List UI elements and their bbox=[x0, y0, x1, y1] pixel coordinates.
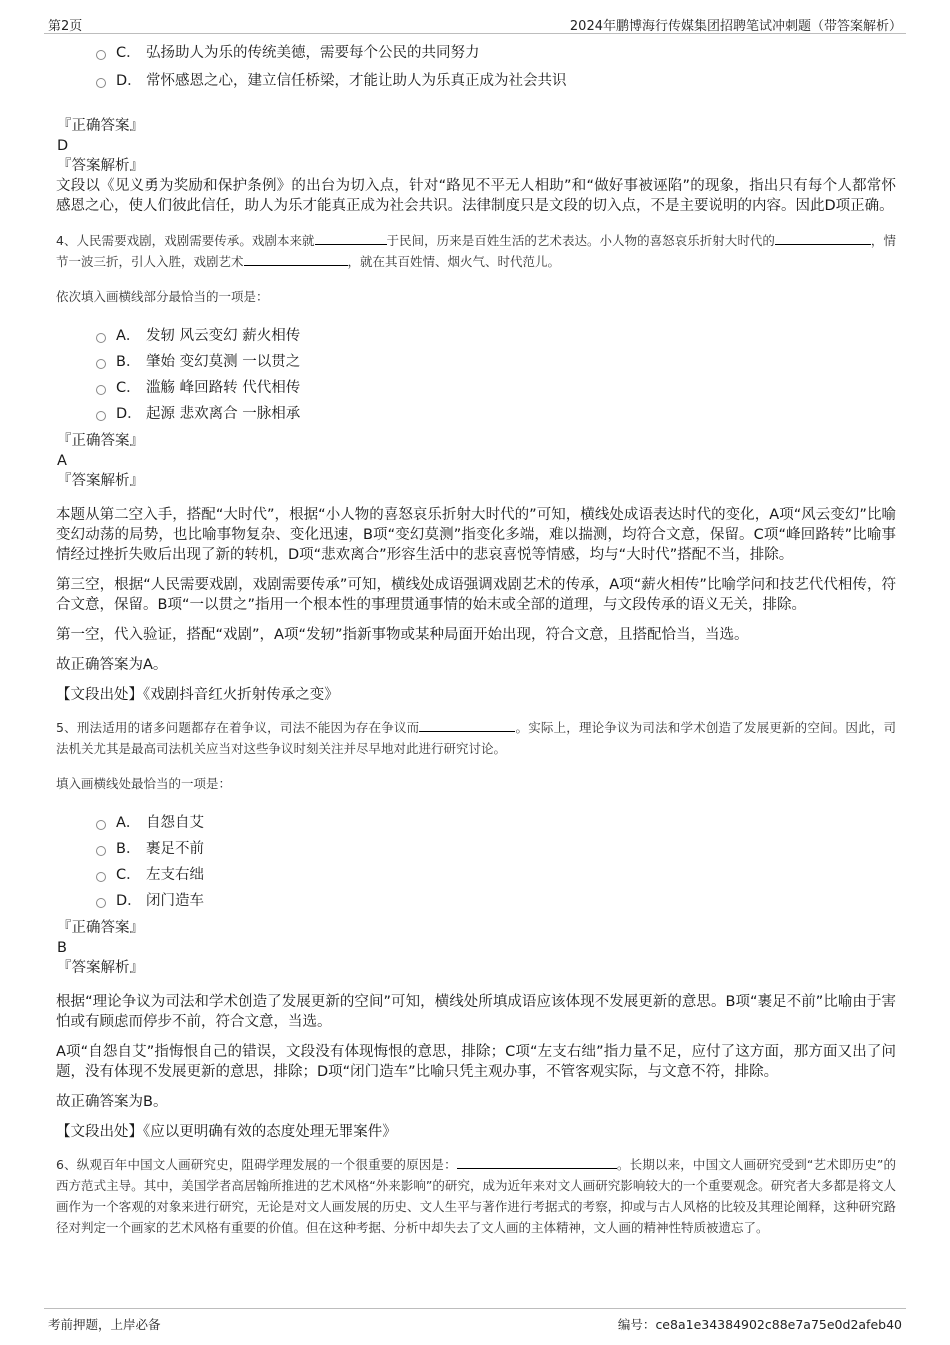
option-d[interactable]: D． 闭门造车 bbox=[56, 888, 896, 914]
option-letter: C． bbox=[116, 45, 141, 61]
option-a[interactable]: A． 发轫 风云变幻 薪火相传 bbox=[56, 323, 896, 349]
correct-answer: D bbox=[57, 138, 69, 154]
page-number: 第2页 bbox=[48, 19, 83, 34]
option-list bbox=[56, 323, 896, 427]
analysis-paragraph: A项“自怨自艾”指悔恨自己的错误，文段没有体现悔恨的意思，排除；C项“左支右绌”指力量不足，应付了这方面，那方面又出了问题，没有体现不发展更新的意思，排除；D项“闭门造车”比喻只凭主观办事，不管客观实际，与文意不符，排除。 bbox=[56, 1044, 896, 1080]
page-header bbox=[44, 14, 906, 34]
answer-blank bbox=[839, 231, 871, 245]
question-3-tail bbox=[56, 40, 896, 216]
correct-answer-label: 『正确答案』 bbox=[57, 920, 144, 936]
radio-icon[interactable] bbox=[96, 820, 106, 830]
option-c[interactable]: C． 滥觞 峰回路转 代代相传 bbox=[56, 375, 896, 401]
analysis-paragraph: 第三空，根据“人民需要戏剧，戏剧需要传承”可知，横线处成语强调戏剧艺术的传承，A项“薪火相传”比喻学问和技艺代代相传，符合文意，保留。B项“一以贯之”指用一个根本性的事理贯通事情的始末或全部的道理，与文段传承的语义无关，排除。 bbox=[56, 577, 896, 613]
radio-icon[interactable] bbox=[96, 385, 106, 395]
document-code: 编号：ce8a1e34384902c88e7a75e0d2afeb40 bbox=[617, 1317, 902, 1332]
radio-icon[interactable] bbox=[96, 333, 106, 343]
source-line: 【文段出处】《应以更明确有效的态度处理无罪案件》 bbox=[56, 1124, 397, 1140]
question-4 bbox=[56, 230, 896, 705]
option-list bbox=[56, 810, 896, 914]
question-prompt: 依次填入画横线部分最恰当的一项是： bbox=[56, 289, 269, 304]
answer-blank bbox=[457, 1155, 617, 1169]
radio-icon[interactable] bbox=[96, 898, 106, 908]
page-footer bbox=[44, 1308, 906, 1334]
option-c[interactable]: C． 左支右绌 bbox=[56, 862, 896, 888]
analysis-paragraph: 文段以《见义勇为奖励和保护条例》的出台为切入点，针对“路见不平无人相助”和“做好事被诬陷”的现象，指出只有每个人都常怀感恩之心，使人们彼此信任，助人为乐才能真正成为社会共识。法律制度只是文段的切入点，不是主要说明的内容。因此D项正确。 bbox=[56, 178, 896, 214]
radio-icon[interactable] bbox=[96, 872, 106, 882]
question-stem: 4、人民需要戏剧，戏剧需要传承。戏剧本来就 于民间，历来是百姓生活的艺术表达。小人物的喜怒哀乐折射大时代的 ，情节一波三折，引人入胜，戏剧艺术 ，就在其百姓情、烟火气、时代范儿。 bbox=[56, 233, 896, 269]
option-c[interactable] bbox=[56, 40, 896, 66]
question-5 bbox=[56, 717, 896, 1142]
option-d[interactable]: D． 起源 悲欢离合 一脉相承 bbox=[56, 401, 896, 427]
source-line: 【文段出处】《戏剧抖音红火折射传承之变》 bbox=[56, 687, 339, 703]
question-prompt: 填入画横线处最恰当的一项是： bbox=[56, 776, 232, 791]
question-stem: 6、纵观百年中国文人画研究史，阻碍学理发展的一个很重要的原因是： 。长期以来，中国文人画研究受到“艺术即历史”的西方范式主导。其中，美国学者高居翰所推进的艺术风格“外来影响”的研究，成为近年来对文人画研究影响较大的一个重要观念。研究者大多都是将文人画作为一个客观的对象来进行研究，无论是对文人画发展的历史、文人生平与著作进行考据式的考察，抑或与古人风格的比较及其理论阐释，这种研究路径对判定一个画家的艺术风格有重要的价值。但在这种考据、分析中却失去了文人画的主体精神，文人画的精神性特质被遗忘了。 bbox=[56, 1157, 896, 1235]
radio-icon[interactable] bbox=[96, 846, 106, 856]
analysis-paragraph: 本题从第二空入手，搭配“大时代”，根据“小人物的喜怒哀乐折射大时代的”可知，横线处成语表达时代的变化，A项“风云变幻”比喻变幻动荡的局势，也比喻事物复杂、变化迅速，B项“变幻莫测”指变化多端，难以揣测，均符合文意，保留。C项“峰回路转”比喻事情经过挫折失败后出现了新的转机，D项“悲欢离合”形容生活中的悲哀喜悦等情感，均与“大时代”搭配不当，排除。 bbox=[56, 507, 896, 563]
option-b[interactable]: B． 肇始 变幻莫测 一以贯之 bbox=[56, 349, 896, 375]
question-stem: 5、刑法适用的诸多问题都存在着争议，司法不能因为存在争议而 。实际上，理论争议为司法和学术创造了发展更新的空间。因此，司法机关尤其是最高司法机关应当对这些争议时刻关注并尽早地对此进行研究讨论。 bbox=[56, 720, 896, 756]
correct-answer: B bbox=[57, 940, 67, 956]
footer-slogan: 考前押题，上岸必备 bbox=[48, 1317, 161, 1332]
radio-icon[interactable] bbox=[96, 50, 106, 60]
answer-blank bbox=[419, 718, 515, 732]
option-d[interactable] bbox=[56, 68, 896, 94]
analysis-paragraph: 根据“理论争议为司法和学术创造了发展更新的空间”可知，横线处所填成语应该体现不发展更新的意思。B项“裹足不前”比喻由于害怕或有顾虑而停步不前，符合文意，当选。 bbox=[56, 994, 896, 1030]
radio-icon[interactable] bbox=[96, 78, 106, 88]
document-title: 2024年鹏博海行传媒集团招聘笔试冲刺题（带答案解析） bbox=[569, 19, 902, 34]
correct-answer-label: 『正确答案』 bbox=[57, 118, 144, 134]
option-text: 常怀感恩之心，建立信任桥梁，才能让助人为乐真正成为社会共识 bbox=[146, 73, 567, 89]
option-b[interactable]: B． 裹足不前 bbox=[56, 836, 896, 862]
correct-answer: A bbox=[57, 453, 67, 469]
correct-answer-label: 『正确答案』 bbox=[57, 433, 144, 449]
option-text: 弘扬助人为乐的传统美德，需要每个公民的共同努力 bbox=[146, 45, 480, 61]
option-letter: D． bbox=[116, 73, 142, 89]
analysis-conclusion: 故正确答案为A。 bbox=[56, 657, 168, 673]
analysis-label: 『答案解析』 bbox=[57, 960, 144, 976]
answer-blank bbox=[775, 231, 839, 245]
answer-blank bbox=[315, 231, 387, 245]
main-content bbox=[56, 40, 896, 1238]
answer-blank bbox=[244, 252, 348, 266]
analysis-paragraph: 第一空，代入验证，搭配“戏剧”，A项“发轫”指新事物或某种局面开始出现，符合文意，且搭配恰当，当选。 bbox=[56, 627, 749, 643]
radio-icon[interactable] bbox=[96, 359, 106, 369]
analysis-conclusion: 故正确答案为B。 bbox=[56, 1094, 168, 1110]
question-6 bbox=[56, 1154, 896, 1238]
option-a[interactable]: A． 自怨自艾 bbox=[56, 810, 896, 836]
analysis-label: 『答案解析』 bbox=[57, 158, 144, 174]
radio-icon[interactable] bbox=[96, 411, 106, 421]
analysis-label: 『答案解析』 bbox=[57, 473, 144, 489]
